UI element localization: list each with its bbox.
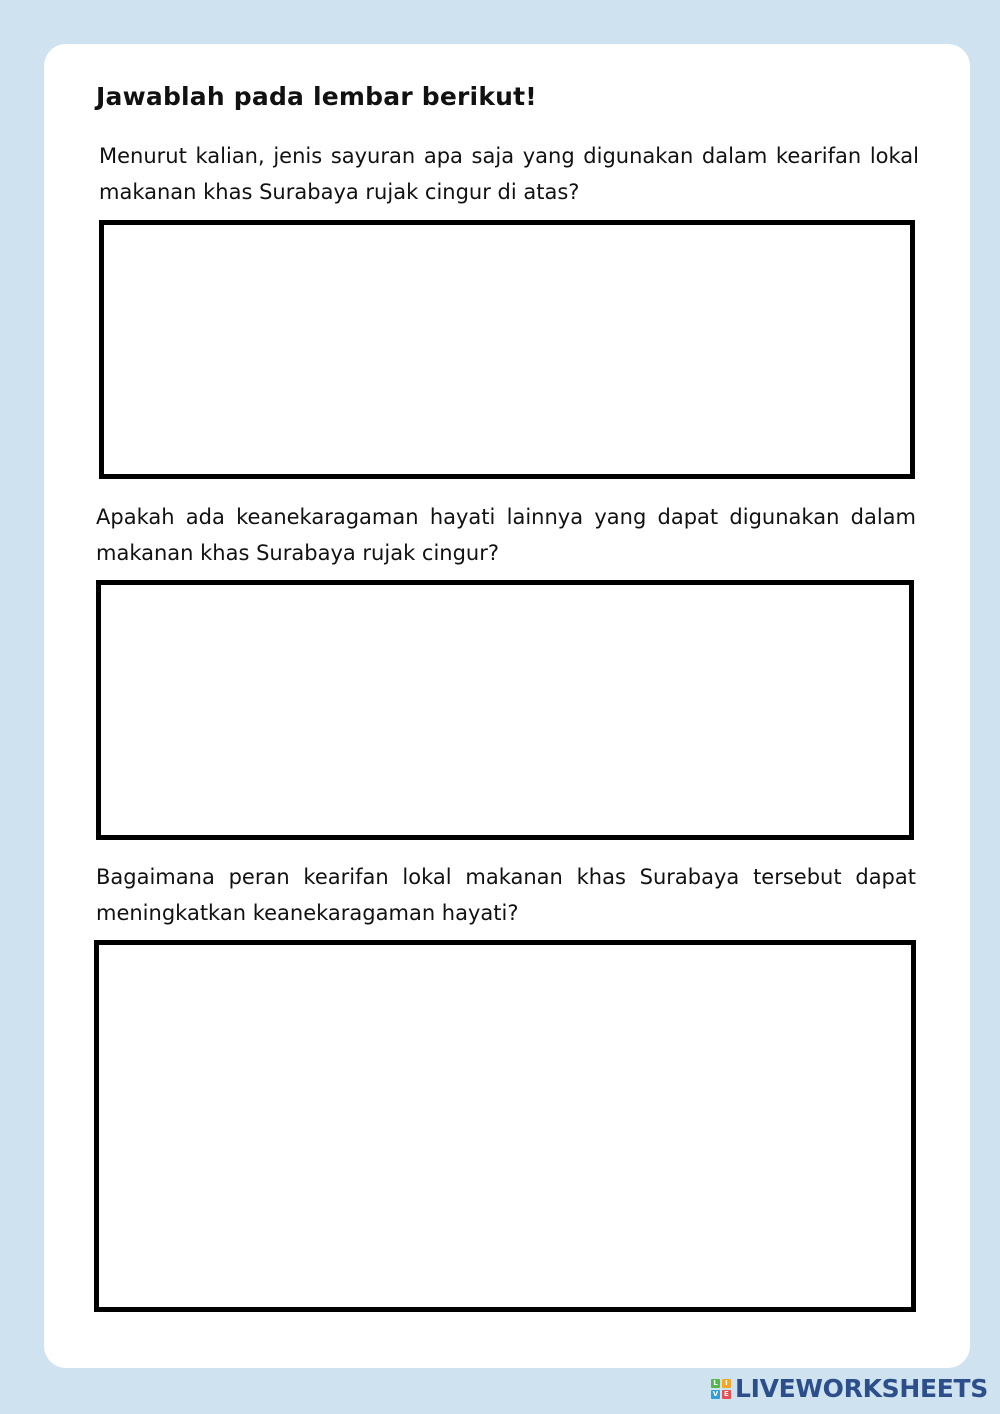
brand-name: LIVEWORKSHEETS xyxy=(734,1374,988,1403)
answer-box-3[interactable] xyxy=(94,940,916,1312)
answer-box-2[interactable] xyxy=(96,580,914,840)
answer-box-1[interactable] xyxy=(99,220,915,479)
worksheet-heading: Jawablah pada lembar berikut! xyxy=(96,82,537,111)
liveworksheets-logo-icon: L I V E xyxy=(711,1379,731,1399)
question-2-text: Apakah ada keanekaragaman hayati lainnya yang dapat digunakan dalam makanan khas Surabaya rujak cingur? xyxy=(96,505,916,565)
liveworksheets-brand xyxy=(711,1376,988,1402)
question-1-text: Menurut kalian, jenis sayuran apa saja yang digunakan dalam kearifan lokal makanan khas Surabaya rujak cingur di atas? xyxy=(99,144,919,204)
worksheet-sheet xyxy=(44,44,970,1368)
question-3-text: Bagaimana peran kearifan lokal makanan khas Surabaya tersebut dapat meningkatkan keanekaragaman hayati? xyxy=(96,865,916,925)
